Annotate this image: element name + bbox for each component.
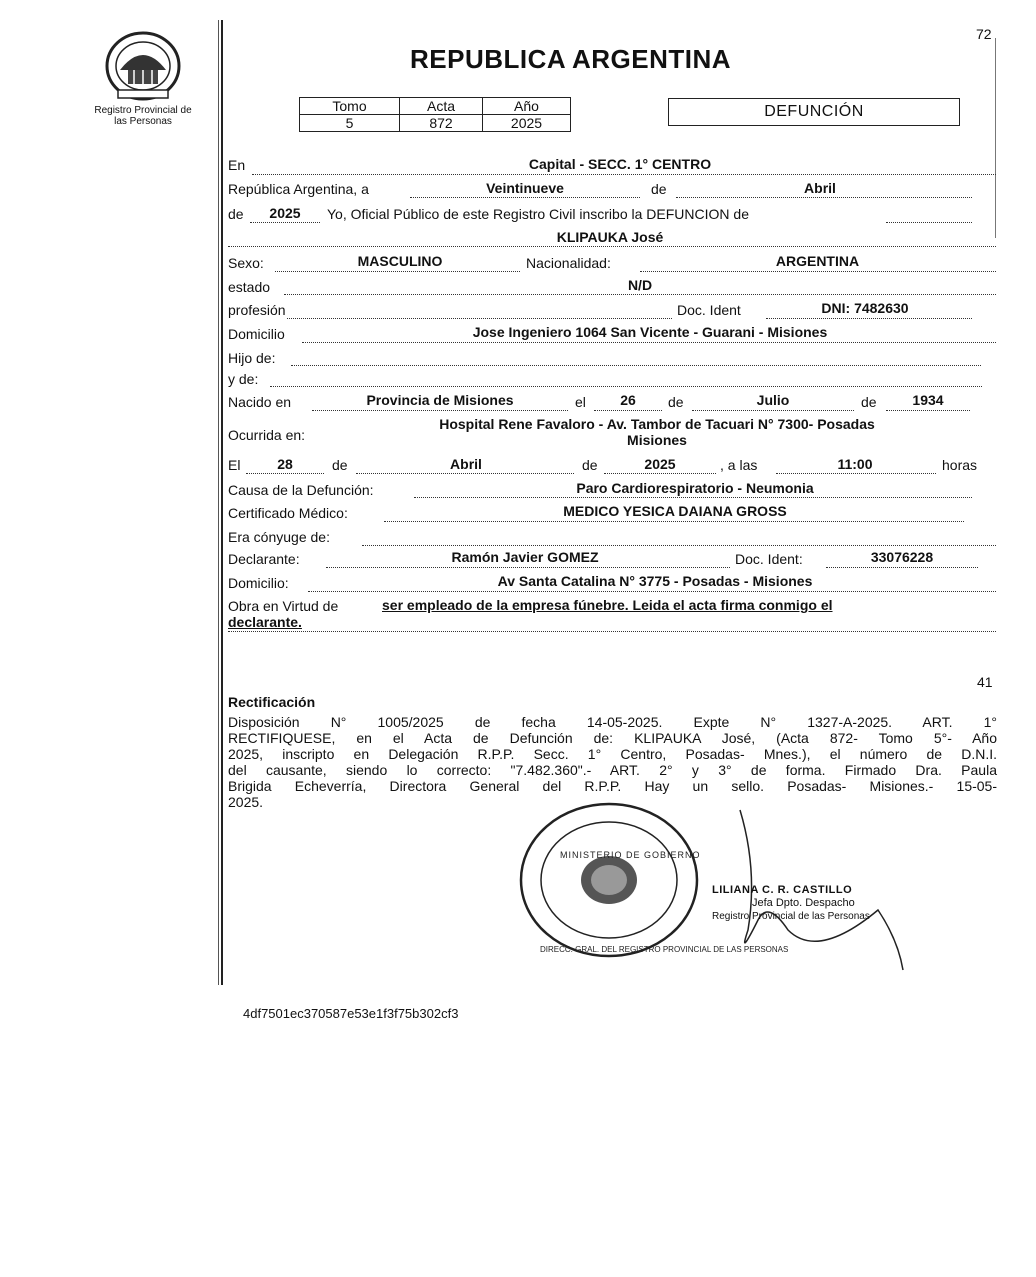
birth-day: 26 bbox=[620, 392, 636, 408]
rectificacion-body bbox=[228, 714, 997, 810]
yo-statement: Yo, Oficial Público de este Registro Civil inscribo la DEFUNCION de bbox=[327, 206, 749, 222]
de-label-1: de bbox=[651, 181, 667, 197]
domicilio-label: Domicilio bbox=[228, 326, 285, 342]
de-label-5: de bbox=[332, 457, 348, 473]
cert-line bbox=[384, 521, 964, 522]
official-stamp bbox=[515, 800, 703, 960]
republica-label: República Argentina, a bbox=[228, 181, 369, 197]
name-line bbox=[228, 246, 996, 247]
conyuge-line bbox=[362, 545, 996, 546]
day-value: Veintinueve bbox=[486, 180, 564, 196]
doc-ident-value: DNI: 7482630 bbox=[821, 300, 909, 316]
signer-name: LILIANA C. R. CASTILLO bbox=[712, 884, 853, 896]
cert-value: MEDICO YESICA DAIANA GROSS bbox=[563, 503, 787, 519]
estado-value: N/D bbox=[627, 277, 653, 293]
yo-line bbox=[886, 222, 972, 223]
death-month-line bbox=[356, 473, 574, 474]
birth-month-line bbox=[692, 410, 854, 411]
book-value-tomo: 5 bbox=[300, 115, 400, 132]
rectificacion-number: 41 bbox=[977, 674, 993, 690]
obra-value-line2: declarante. bbox=[228, 614, 302, 630]
country-title: REPUBLICA ARGENTINA bbox=[410, 44, 732, 74]
signer-org: Registro Provincial de las Personas bbox=[712, 911, 870, 922]
causa-line bbox=[414, 497, 972, 498]
doc2-value: 33076228 bbox=[870, 549, 934, 565]
rectificacion-line3: 2025, inscripto en Delegación R.P.P. Secc. 1° Centro, Posadas- Mnes.), el número de D.N.I. bbox=[228, 746, 997, 762]
en-value: Capital - SECC. 1° CENTRO bbox=[528, 156, 712, 172]
record-type-box: DEFUNCIÓN bbox=[668, 98, 960, 126]
profesion-label: profesión bbox=[228, 302, 286, 318]
year-value: 2025 bbox=[269, 205, 301, 221]
de-label-4: de bbox=[861, 394, 877, 410]
death-month: Abril bbox=[450, 456, 482, 472]
de-label-6: de bbox=[582, 457, 598, 473]
birth-day-line bbox=[594, 410, 662, 411]
nacionalidad-value: ARGENTINA bbox=[775, 253, 860, 269]
book-header-tomo: Tomo bbox=[300, 98, 400, 115]
estado-label: estado bbox=[228, 279, 271, 295]
doc-ident-label: Doc. Ident bbox=[677, 302, 741, 318]
sexo-line bbox=[275, 271, 520, 272]
book-table bbox=[299, 97, 571, 132]
cert-label: Certificado Médico: bbox=[228, 505, 348, 521]
registry-name-line2: las Personas bbox=[114, 116, 172, 127]
stamp-inner-text: MINISTERIO DE GOBIERNO bbox=[560, 850, 701, 860]
obra-line bbox=[228, 631, 996, 632]
hijo-label: Hijo de: bbox=[228, 350, 276, 366]
causa-value: Paro Cardiorespiratorio - Neumonia bbox=[576, 480, 814, 496]
book-value-acta: 872 bbox=[400, 115, 483, 132]
declarante-line bbox=[326, 567, 730, 568]
domicilio2-value: Av Santa Catalina N° 3775 - Posadas - Misiones bbox=[497, 573, 813, 589]
ocurrida-label: Ocurrida en: bbox=[228, 427, 306, 443]
document-hash: 4df7501ec370587e53e1f3f75b302cf3 bbox=[243, 1006, 459, 1021]
en-line bbox=[252, 174, 996, 175]
rectificacion-line4: del causante, siendo lo correcto: "7.482.360".- ART. 2° y 3° de forma. Firmado Dra. Paula bbox=[228, 762, 997, 778]
domicilio-value: Jose Ingeniero 1064 San Vicente - Guarani - Misiones bbox=[472, 324, 828, 340]
book-header-ano: Año bbox=[483, 98, 571, 115]
nacido-label: Nacido en bbox=[228, 394, 292, 410]
death-year: 2025 bbox=[644, 456, 676, 472]
domicilio2-label: Domicilio: bbox=[228, 575, 289, 591]
hijo-line bbox=[291, 365, 981, 366]
domicilio2-line bbox=[308, 591, 996, 592]
stamp-ring-text: DIRECC. GRAL. DEL REGISTRO PROVINCIAL DE LAS PERSONAS bbox=[540, 945, 789, 954]
conyuge-label: Era cónyuge de: bbox=[228, 529, 330, 545]
signer-block bbox=[712, 884, 870, 923]
causa-label: Causa de la Defunción: bbox=[228, 482, 374, 498]
year-line bbox=[250, 222, 320, 223]
de-label-2: de bbox=[228, 206, 244, 222]
death-day: 28 bbox=[277, 456, 293, 472]
yde-label: y de: bbox=[228, 371, 259, 387]
registry-name bbox=[60, 105, 226, 127]
doc2-line bbox=[826, 567, 978, 568]
horas-label: horas bbox=[942, 457, 978, 473]
rectificacion-line1: Disposición N° 1005/2025 de fecha 14-05-2025. Expte N° 1327-A-2025. ART. 1° bbox=[228, 714, 997, 730]
birth-year: 1934 bbox=[912, 392, 944, 408]
domicilio-line bbox=[302, 342, 996, 343]
nacionalidad-label: Nacionalidad: bbox=[526, 255, 611, 271]
month-value: Abril bbox=[804, 180, 836, 196]
estado-line bbox=[284, 294, 996, 295]
death-day-line bbox=[246, 473, 324, 474]
death-time: 11:00 bbox=[837, 456, 873, 472]
birth-month: Julio bbox=[756, 392, 790, 408]
profesion-line bbox=[287, 318, 672, 319]
ocurrida-line1: Hospital Rene Favaloro - Av. Tambor de Tacuari N° 7300- Posadas bbox=[439, 416, 875, 432]
el2-label: El bbox=[228, 457, 241, 473]
deceased-name: KLIPAUKA José bbox=[556, 229, 664, 245]
sexo-label: Sexo: bbox=[228, 255, 264, 271]
book-header-acta: Acta bbox=[400, 98, 483, 115]
obra-value-line1: ser empleado de la empresa fúnebre. Leida el acta firma conmigo el bbox=[382, 597, 833, 613]
el-label: el bbox=[575, 394, 586, 410]
left-margin-rule-inner bbox=[218, 20, 219, 985]
signer-title: Jefa Dpto. Despacho bbox=[752, 897, 855, 909]
nacido-value: Provincia de Misiones bbox=[366, 392, 514, 408]
book-value-ano: 2025 bbox=[483, 115, 571, 132]
rectificacion-line2: RECTIFIQUESE, en el Acta de Defunción de: KLIPAUKA José, (Acta 872- Tomo 5°- Año bbox=[228, 730, 997, 746]
month-line bbox=[676, 197, 972, 198]
registry-name-line1: Registro Provincial de bbox=[94, 105, 192, 116]
declarante-value: Ramón Javier GOMEZ bbox=[451, 549, 599, 565]
death-time-line bbox=[776, 473, 936, 474]
page-number: 72 bbox=[976, 26, 992, 42]
sexo-value: MASCULINO bbox=[357, 253, 443, 269]
doc2-label: Doc. Ident: bbox=[735, 551, 803, 567]
rectificacion-line6: 2025. bbox=[228, 794, 264, 810]
ocurrida-line2: Misiones bbox=[627, 432, 687, 448]
death-year-line bbox=[604, 473, 716, 474]
rectificacion-title: Rectificación bbox=[228, 694, 316, 710]
nacionalidad-line bbox=[640, 271, 996, 272]
right-margin-rule bbox=[995, 38, 996, 238]
nacido-line bbox=[312, 410, 568, 411]
declarante-label: Declarante: bbox=[228, 551, 300, 567]
birth-year-line bbox=[886, 410, 970, 411]
province-seal-logo bbox=[98, 30, 188, 102]
yde-line bbox=[270, 386, 982, 387]
doc-ident-line bbox=[766, 318, 972, 319]
obra-label: Obra en Virtud de bbox=[228, 598, 339, 614]
de-label-3: de bbox=[668, 394, 684, 410]
rectificacion-line5: Brigida Echeverría, Directora General del R.P.P. Hay un sello. Posadas- Misiones.- 15-05- bbox=[228, 778, 997, 794]
en-label: En bbox=[228, 157, 246, 173]
day-line bbox=[410, 197, 640, 198]
left-margin-rule bbox=[221, 20, 223, 985]
alas-label: , a las bbox=[720, 457, 758, 473]
